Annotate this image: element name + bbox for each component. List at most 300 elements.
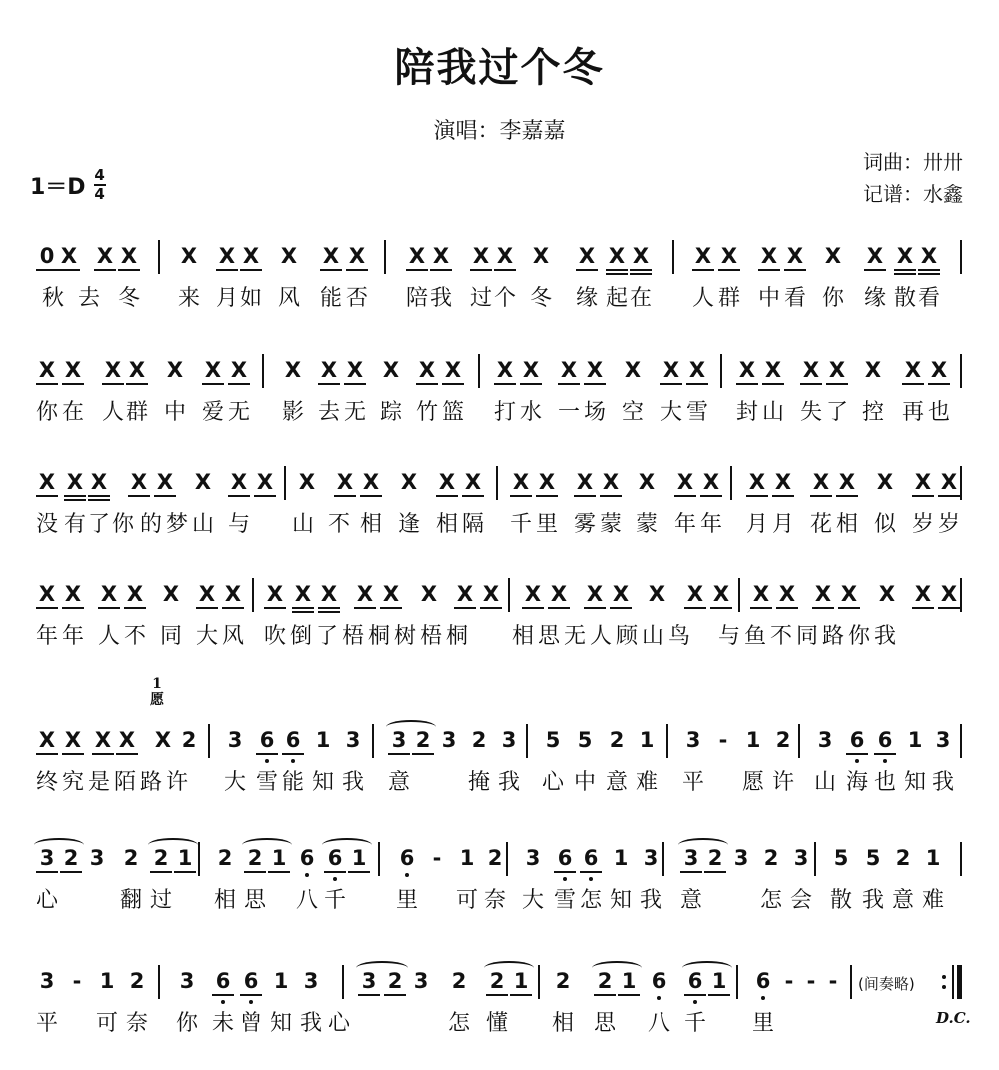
note-underline: [548, 607, 570, 609]
note-underline: [118, 269, 140, 271]
note-underline: [150, 871, 172, 873]
lyric-char: 失: [799, 400, 822, 425]
lower-octave-dot: [249, 1000, 253, 1004]
note-underline: [838, 607, 860, 609]
lyric-char: 我: [341, 770, 364, 795]
barline: [158, 965, 160, 999]
lyric-char: 有: [63, 512, 86, 537]
lyric-char: 千: [509, 512, 532, 537]
lower-octave-dot: [405, 873, 409, 877]
note: 1: [639, 728, 655, 752]
note: 2: [597, 969, 613, 993]
lyric-char: 梦: [165, 512, 188, 537]
note: X: [284, 358, 302, 382]
lyric-char: 你: [175, 1011, 198, 1036]
slur-tie: [242, 838, 292, 852]
lyric-char: 山: [761, 400, 784, 425]
lyric-char: 了: [87, 512, 110, 537]
lyric-char: 年: [35, 624, 58, 649]
note: X: [256, 470, 274, 494]
lyric-char: 大: [195, 624, 218, 649]
lower-octave-dot: [657, 996, 661, 1000]
lyric-char: 我: [497, 770, 520, 795]
lyrics-line: [30, 886, 970, 920]
lyric-char: 顾: [615, 624, 638, 649]
note: X: [420, 582, 438, 606]
note: 1: [925, 846, 941, 870]
note: X: [586, 358, 604, 382]
note: X: [298, 470, 316, 494]
note: X: [612, 582, 630, 606]
lyric-char: 过: [149, 888, 172, 913]
lyric-char: 无: [343, 400, 366, 425]
lyricist-composer: 词曲：卅卅: [863, 150, 963, 174]
note: 1: [613, 846, 629, 870]
note-underline: [836, 495, 858, 497]
note: 5: [833, 846, 849, 870]
note-underline: [36, 607, 58, 609]
note: X: [38, 582, 56, 606]
note-underline: [684, 994, 706, 996]
lyric-char: 你: [35, 400, 58, 425]
note: X: [126, 582, 144, 606]
note: X: [638, 470, 656, 494]
note-underline: [128, 495, 150, 497]
note: 2: [487, 846, 503, 870]
lyric-char: 逢: [397, 512, 420, 537]
note: X: [764, 358, 782, 382]
note: 3: [179, 969, 195, 993]
note: X: [280, 244, 298, 268]
note: 5: [577, 728, 593, 752]
barline: [720, 354, 722, 388]
lyric-char: 无: [563, 624, 586, 649]
lyric-char: 陪: [405, 286, 428, 311]
lyric-char: 在: [61, 400, 84, 425]
lyric-char: 缘: [863, 286, 886, 311]
note: X: [930, 358, 948, 382]
lyric-char: 踪: [379, 400, 402, 425]
note: 3: [733, 846, 749, 870]
note: 2: [63, 846, 79, 870]
note-underline: [812, 607, 834, 609]
lyric-char: 知: [269, 1011, 292, 1036]
lyric-char: 竹: [415, 400, 438, 425]
lyric-char: 能: [281, 770, 304, 795]
note-underline: [470, 269, 492, 271]
note: X: [624, 358, 642, 382]
note: X: [90, 470, 108, 494]
lyric-char: 中: [573, 770, 596, 795]
note: X: [578, 244, 596, 268]
note: X: [456, 582, 474, 606]
note: X: [602, 470, 620, 494]
note: X: [224, 582, 242, 606]
lyric-char: 月: [771, 512, 794, 537]
lyric-char: 桐: [445, 624, 468, 649]
note: X: [230, 470, 248, 494]
note-underline: [584, 383, 606, 385]
repeat-dot: [942, 975, 946, 979]
notes-line: [30, 965, 970, 1005]
note: X: [204, 358, 222, 382]
time-denominator: 4: [94, 185, 105, 203]
barline: [960, 240, 962, 274]
lyric-char: 我: [861, 888, 884, 913]
note: X: [118, 728, 136, 752]
lyric-char: 在: [629, 286, 652, 311]
lyric-char: 相: [359, 512, 382, 537]
note-underline: [746, 495, 768, 497]
note: X: [904, 358, 922, 382]
singer-credit: 演唱：李嘉嘉: [433, 119, 566, 144]
lyric-char: 起: [605, 286, 628, 311]
lyric-char: 我: [639, 888, 662, 913]
lyric-char: 桐: [367, 624, 390, 649]
note-underline: [318, 383, 340, 385]
lyric-char: 冬: [117, 286, 140, 311]
lyric-char: 大: [521, 888, 544, 913]
lyric-char: 秋: [41, 286, 64, 311]
lyric-char: 八: [647, 1011, 670, 1036]
lyric-char: 曾: [239, 1011, 262, 1036]
notes-line: [30, 354, 970, 394]
note-underline: [536, 495, 558, 497]
note-underline: [358, 994, 380, 996]
note: X: [676, 470, 694, 494]
note-underline: [62, 607, 84, 609]
barline: [960, 724, 962, 758]
lyric-char: 知: [609, 888, 632, 913]
lyric-char: 不: [123, 624, 146, 649]
lyric-char: 人: [589, 624, 612, 649]
note: X: [694, 244, 712, 268]
note: X: [688, 358, 706, 382]
lyric-char: 缘: [575, 286, 598, 311]
note: X: [914, 582, 932, 606]
note: 6: [755, 969, 771, 993]
note-underline: [126, 383, 148, 385]
note: 3: [303, 969, 319, 993]
lyric-char: 鱼: [743, 624, 766, 649]
lyric-char: 倒: [289, 624, 312, 649]
note: 2: [763, 846, 779, 870]
note: X: [66, 470, 84, 494]
lyric-char: 里: [395, 888, 418, 913]
barline: [960, 354, 962, 388]
lyric-char: 能: [319, 286, 342, 311]
barline: [252, 578, 254, 612]
da-capo: D.C.: [936, 1009, 971, 1027]
lyric-char: 终: [35, 770, 58, 795]
note-underline: [686, 383, 708, 385]
note: X: [812, 470, 830, 494]
note-underline: [416, 383, 438, 385]
barline: [672, 240, 674, 274]
note: X: [786, 244, 804, 268]
note: X: [748, 470, 766, 494]
lyric-char: 月: [215, 286, 238, 311]
note: X: [166, 358, 184, 382]
note-underline: [938, 607, 960, 609]
lyric-char: 过: [469, 286, 492, 311]
lyric-char: 群: [125, 400, 148, 425]
lyric-char: 人: [97, 624, 120, 649]
lyric-char: 雾: [573, 512, 596, 537]
barline: [478, 354, 480, 388]
note-underline: [594, 994, 616, 996]
note-underline: [384, 994, 406, 996]
time-signature: [94, 168, 106, 202]
note-underline: [520, 383, 542, 385]
note: X: [876, 470, 894, 494]
lyric-char: 不: [769, 624, 792, 649]
barline: [526, 724, 528, 758]
note: X: [712, 582, 730, 606]
slur-tie: [386, 720, 436, 734]
barline: [666, 724, 668, 758]
note: X: [154, 728, 172, 752]
note: X: [320, 358, 338, 382]
lower-octave-dot: [221, 1000, 225, 1004]
lyric-char: 岁: [911, 512, 934, 537]
note: 6: [243, 969, 259, 993]
barline: [960, 842, 962, 876]
lyric-char: 年: [699, 512, 722, 537]
note-underline: [256, 753, 278, 755]
note-underline: [102, 383, 124, 385]
note-underline: [750, 607, 772, 609]
lyric-char: 你: [847, 624, 870, 649]
lyric-char: 路: [139, 770, 162, 795]
note: X: [348, 244, 366, 268]
barline: [158, 240, 160, 274]
lyric-char: 陌: [113, 770, 136, 795]
note-underline: [94, 269, 116, 271]
note-underline: [718, 269, 740, 271]
lyric-char: 中: [757, 286, 780, 311]
lyric-char: 难: [921, 888, 944, 913]
lyric-char: 路: [821, 624, 844, 649]
lyric-char: 难: [635, 770, 658, 795]
lyric-char: 影: [281, 400, 304, 425]
note: 2: [489, 969, 505, 993]
lyric-char: 没: [35, 512, 58, 537]
note-double-underline: [894, 273, 916, 275]
lyric-char: 否: [345, 286, 368, 311]
note: X: [336, 470, 354, 494]
lyric-char: 风: [277, 286, 300, 311]
note: X: [648, 582, 666, 606]
lyrics-line: [30, 768, 970, 802]
lyrics-line: [30, 510, 970, 544]
note: X: [156, 470, 174, 494]
barline: [736, 965, 738, 999]
note-underline: [558, 383, 580, 385]
note: X: [512, 470, 530, 494]
note-underline: [346, 269, 368, 271]
note: 3: [227, 728, 243, 752]
note-underline: [292, 607, 314, 609]
note: 1: [99, 969, 115, 993]
barline: [378, 842, 380, 876]
lyric-char: 是: [87, 770, 110, 795]
note-underline: [64, 495, 86, 497]
score-row: [30, 842, 970, 926]
lyric-char: 我: [429, 286, 452, 311]
note: X: [60, 244, 78, 268]
note: X: [522, 358, 540, 382]
note: X: [438, 470, 456, 494]
slur-tie: [356, 961, 408, 975]
note-underline: [254, 495, 276, 497]
note-underline: [62, 383, 84, 385]
note-underline: [60, 871, 82, 873]
barline: [384, 240, 386, 274]
lyric-char: 场: [583, 400, 606, 425]
note: X: [878, 582, 896, 606]
note-underline: [510, 495, 532, 497]
note: 1: [621, 969, 637, 993]
note: -: [432, 846, 442, 870]
note: 2: [123, 846, 139, 870]
notes-line: [30, 724, 970, 764]
time-numerator: 4: [94, 166, 105, 184]
lyric-char: 心: [35, 888, 58, 913]
lyric-char: 平: [35, 1011, 58, 1036]
note-underline: [228, 383, 250, 385]
note: X: [64, 728, 82, 752]
barline: [850, 965, 852, 999]
note: 2: [555, 969, 571, 993]
note: 6: [651, 969, 667, 993]
lyric-char: 年: [673, 512, 696, 537]
lyric-char: 雪: [553, 888, 576, 913]
note: -: [72, 969, 82, 993]
note: 6: [399, 846, 415, 870]
note: X: [294, 582, 312, 606]
note: X: [100, 582, 118, 606]
lyric-char: 隔: [461, 512, 484, 537]
note-underline: [354, 607, 376, 609]
note: X: [198, 582, 216, 606]
note: X: [824, 244, 842, 268]
lyric-char: 你: [111, 512, 134, 537]
note: 5: [545, 728, 561, 752]
lyric-char: 我: [299, 1011, 322, 1036]
note: X: [346, 358, 364, 382]
note: 3: [39, 846, 55, 870]
lyric-char: 了: [315, 624, 338, 649]
note-double-underline: [292, 611, 314, 613]
note: 2: [775, 728, 791, 752]
lyric-char: 许: [165, 770, 188, 795]
lyric-char: 了: [825, 400, 848, 425]
note-double-underline: [630, 273, 652, 275]
note: 6: [215, 969, 231, 993]
note: 6: [877, 728, 893, 752]
barline: [342, 965, 344, 999]
note-underline: [244, 871, 266, 873]
slur-tie: [592, 961, 642, 975]
lyric-char: 如: [239, 286, 262, 311]
note-underline: [268, 871, 290, 873]
lyrics-line: [30, 622, 970, 656]
lyric-char: 心: [327, 1011, 350, 1036]
lyric-char: 意: [605, 770, 628, 795]
lower-octave-dot: [693, 1000, 697, 1004]
note: 3: [89, 846, 105, 870]
note-underline: [388, 753, 410, 755]
note: 3: [413, 969, 429, 993]
note: X: [586, 582, 604, 606]
lyric-char: 与: [717, 624, 740, 649]
lyric-char: 大: [659, 400, 682, 425]
lyric-char: 个: [493, 286, 516, 311]
note-underline: [846, 753, 868, 755]
note: X: [482, 582, 500, 606]
note: X: [162, 582, 180, 606]
note: 2: [387, 969, 403, 993]
note-underline: [264, 607, 286, 609]
lyric-char: 月: [745, 512, 768, 537]
lyric-char: 来: [177, 286, 200, 311]
lyric-char: 平: [681, 770, 704, 795]
barline: [198, 842, 200, 876]
note-underline: [216, 269, 238, 271]
note-underline: [324, 871, 346, 873]
note: X: [774, 470, 792, 494]
note: 1: [745, 728, 761, 752]
note: 3: [39, 969, 55, 993]
lyric-char: 蒙: [599, 512, 622, 537]
note-underline: [894, 269, 916, 271]
note: X: [760, 244, 778, 268]
barline: [730, 466, 732, 500]
note: 3: [361, 969, 377, 993]
lyric-char: 知: [311, 770, 334, 795]
note-double-underline: [64, 499, 86, 501]
lyric-char: 奈: [125, 1011, 148, 1036]
note-underline: [462, 495, 484, 497]
note-underline: [580, 871, 602, 873]
note-underline: [406, 269, 428, 271]
note-underline: [36, 753, 58, 755]
lyric-char: 海: [845, 770, 868, 795]
note: 1: [711, 969, 727, 993]
lyric-char: 山: [813, 770, 836, 795]
note: X: [418, 358, 436, 382]
lyric-char: 许: [771, 770, 794, 795]
note-underline: [154, 495, 176, 497]
slur-tie: [678, 838, 728, 852]
note-underline: [704, 871, 726, 873]
note: 6: [849, 728, 865, 752]
note: -: [806, 969, 816, 993]
note: 6: [285, 728, 301, 752]
lyric-char: 可: [95, 1011, 118, 1036]
note-underline: [196, 607, 218, 609]
lyric-char: 究: [61, 770, 84, 795]
lyric-char: 我: [873, 624, 896, 649]
key-label: 1＝D: [30, 174, 86, 200]
lyric-char: 人: [101, 400, 124, 425]
note-underline: [282, 753, 304, 755]
note-double-underline: [318, 611, 340, 613]
lyric-char: 花: [809, 512, 832, 537]
note-underline: [576, 269, 598, 271]
note: X: [914, 470, 932, 494]
